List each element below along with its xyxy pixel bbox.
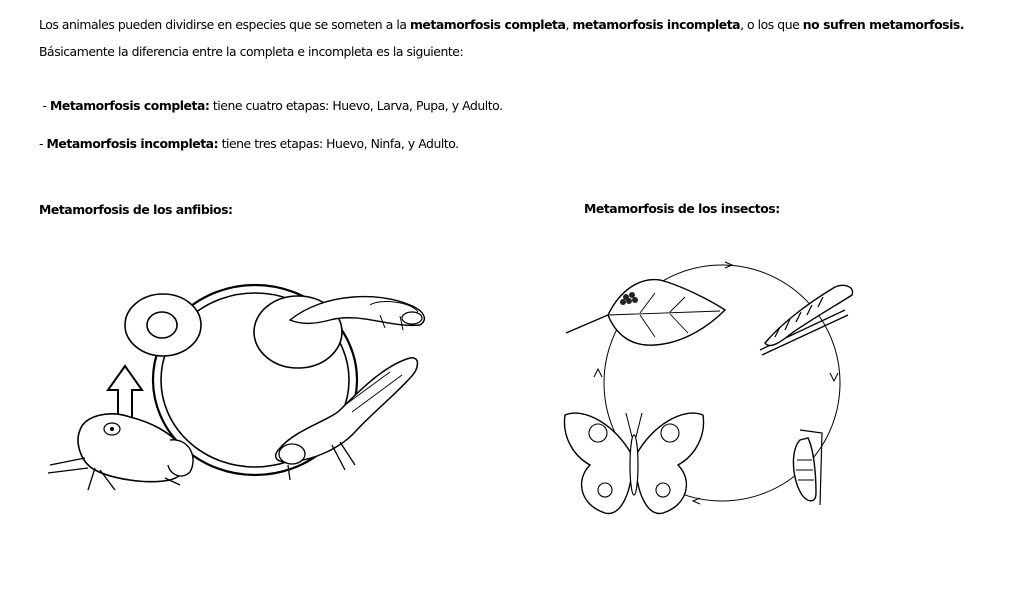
intro-paragraph [39,17,964,32]
egg-icon [125,294,201,356]
amphibians-heading-text: Metamorfosis de los anfibios: [39,202,233,217]
tadpole-legs-icon [276,358,418,480]
butterfly-icon [564,413,703,513]
amphibian-cycle-illustration [40,280,440,495]
definition-text: tiene cuatro etapas: Huevo, Larva, Pupa, y Adulto. [209,98,503,113]
definition-prefix: - [39,98,50,113]
intro-bold-incomplete: metamorfosis incompleta [572,17,741,32]
arrow-down-icon [830,373,838,381]
chrysalis-icon [793,430,822,505]
insects-heading [584,201,780,216]
intro-bold-none: no sufren metamorfosis. [802,17,965,32]
insects-heading-text: Metamorfosis de los insectos: [584,201,780,216]
insect-cycle-illustration [560,255,870,520]
amphibians-heading [39,202,233,217]
intro-text-2: , o los que [740,17,803,32]
intro-separator: , [565,17,573,32]
intro-difference: Básicamente la diferencia entre la completa e incompleta es la siguiente: [39,44,464,59]
tadpole-egg-icon [254,296,424,368]
intro-text: Los animales pueden dividirse en especies que se someten a la [39,17,410,32]
caterpillar-icon [760,285,853,355]
definition-incomplete [39,136,459,151]
definition-complete [39,98,503,113]
definition-text: tiene tres etapas: Huevo, Ninfa, y Adulto. [218,136,459,151]
definition-term: Metamorfosis incompleta: [46,136,219,151]
arrow-up-icon [594,369,602,377]
frog-icon [48,414,193,490]
intro-bold-complete: metamorfosis completa [409,17,566,32]
arrow-up-icon [108,366,142,418]
arrow-left-icon [693,498,700,504]
leaf-eggs-icon [566,280,725,346]
definition-prefix: - [39,136,47,151]
definition-term: Metamorfosis completa: [50,98,210,113]
